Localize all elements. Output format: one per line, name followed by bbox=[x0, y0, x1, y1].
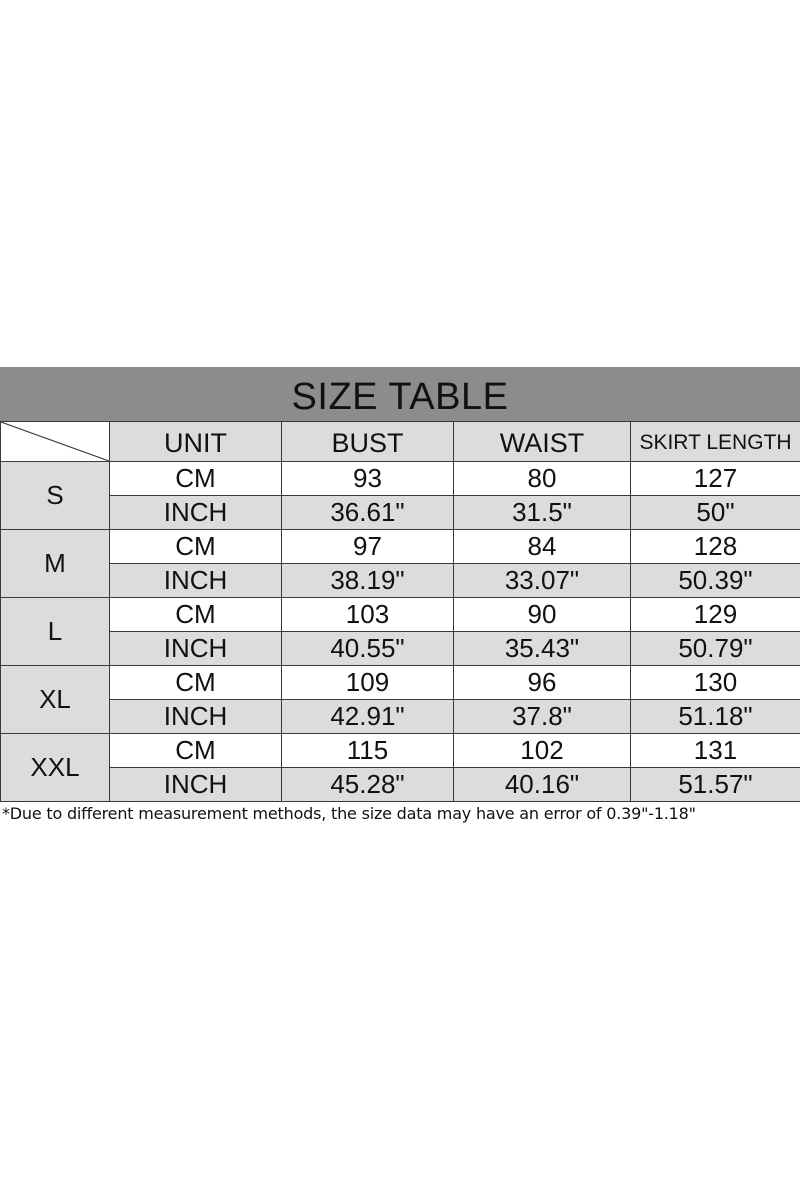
unit-cell: INCH bbox=[110, 632, 282, 666]
skirt-length-cell: 129 bbox=[631, 598, 800, 632]
waist-cell: 31.5" bbox=[454, 496, 631, 530]
waist-cell: 80 bbox=[454, 462, 631, 496]
skirt-length-cell: 130 bbox=[631, 666, 800, 700]
header-unit: UNIT bbox=[110, 422, 282, 462]
waist-cell: 35.43" bbox=[454, 632, 631, 666]
table-row bbox=[1, 666, 800, 700]
header-bust: BUST bbox=[282, 422, 454, 462]
table-row bbox=[1, 632, 800, 666]
table-row bbox=[1, 598, 800, 632]
skirt-length-cell: 50.79" bbox=[631, 632, 800, 666]
diagonal-divider bbox=[1, 422, 109, 461]
table-row bbox=[1, 564, 800, 598]
size-label: M bbox=[1, 530, 110, 598]
unit-cell: INCH bbox=[110, 700, 282, 734]
bust-cell: 103 bbox=[282, 598, 454, 632]
bust-cell: 40.55" bbox=[282, 632, 454, 666]
unit-cell: CM bbox=[110, 598, 282, 632]
table-row bbox=[1, 734, 800, 768]
unit-cell: CM bbox=[110, 734, 282, 768]
size-label: XL bbox=[1, 666, 110, 734]
size-label: XXL bbox=[1, 734, 110, 802]
bust-cell: 36.61" bbox=[282, 496, 454, 530]
size-label: L bbox=[1, 598, 110, 666]
skirt-length-cell: 50.39" bbox=[631, 564, 800, 598]
waist-cell: 90 bbox=[454, 598, 631, 632]
unit-cell: CM bbox=[110, 462, 282, 496]
table-row bbox=[1, 700, 800, 734]
waist-cell: 40.16" bbox=[454, 768, 631, 802]
table-row bbox=[1, 496, 800, 530]
title-bar bbox=[0, 367, 800, 421]
bust-cell: 93 bbox=[282, 462, 454, 496]
waist-cell: 33.07" bbox=[454, 564, 631, 598]
table-row bbox=[1, 462, 800, 496]
skirt-length-cell: 128 bbox=[631, 530, 800, 564]
unit-cell: CM bbox=[110, 530, 282, 564]
bust-cell: 42.91" bbox=[282, 700, 454, 734]
table-row bbox=[1, 530, 800, 564]
corner-cell bbox=[1, 422, 110, 462]
bust-cell: 45.28" bbox=[282, 768, 454, 802]
waist-cell: 37.8" bbox=[454, 700, 631, 734]
skirt-length-cell: 50" bbox=[631, 496, 800, 530]
size-label: S bbox=[1, 462, 110, 530]
unit-cell: INCH bbox=[110, 496, 282, 530]
bust-cell: 109 bbox=[282, 666, 454, 700]
waist-cell: 96 bbox=[454, 666, 631, 700]
bust-cell: 38.19" bbox=[282, 564, 454, 598]
waist-cell: 84 bbox=[454, 530, 631, 564]
table-row bbox=[1, 768, 800, 802]
header-skirt-length: SKIRT LENGTH bbox=[631, 422, 800, 462]
table-title: SIZE TABLE bbox=[291, 375, 509, 418]
unit-cell: INCH bbox=[110, 768, 282, 802]
skirt-length-cell: 127 bbox=[631, 462, 800, 496]
header-waist: WAIST bbox=[454, 422, 631, 462]
unit-cell: INCH bbox=[110, 564, 282, 598]
bust-cell: 115 bbox=[282, 734, 454, 768]
skirt-length-cell: 131 bbox=[631, 734, 800, 768]
skirt-length-cell: 51.18" bbox=[631, 700, 800, 734]
header-row bbox=[1, 422, 800, 462]
measurement-note: *Due to different measurement methods, the size data may have an error of 0.39"-1.18" bbox=[2, 804, 696, 823]
skirt-length-cell: 51.57" bbox=[631, 768, 800, 802]
bust-cell: 97 bbox=[282, 530, 454, 564]
unit-cell: CM bbox=[110, 666, 282, 700]
waist-cell: 102 bbox=[454, 734, 631, 768]
size-table bbox=[0, 421, 800, 802]
